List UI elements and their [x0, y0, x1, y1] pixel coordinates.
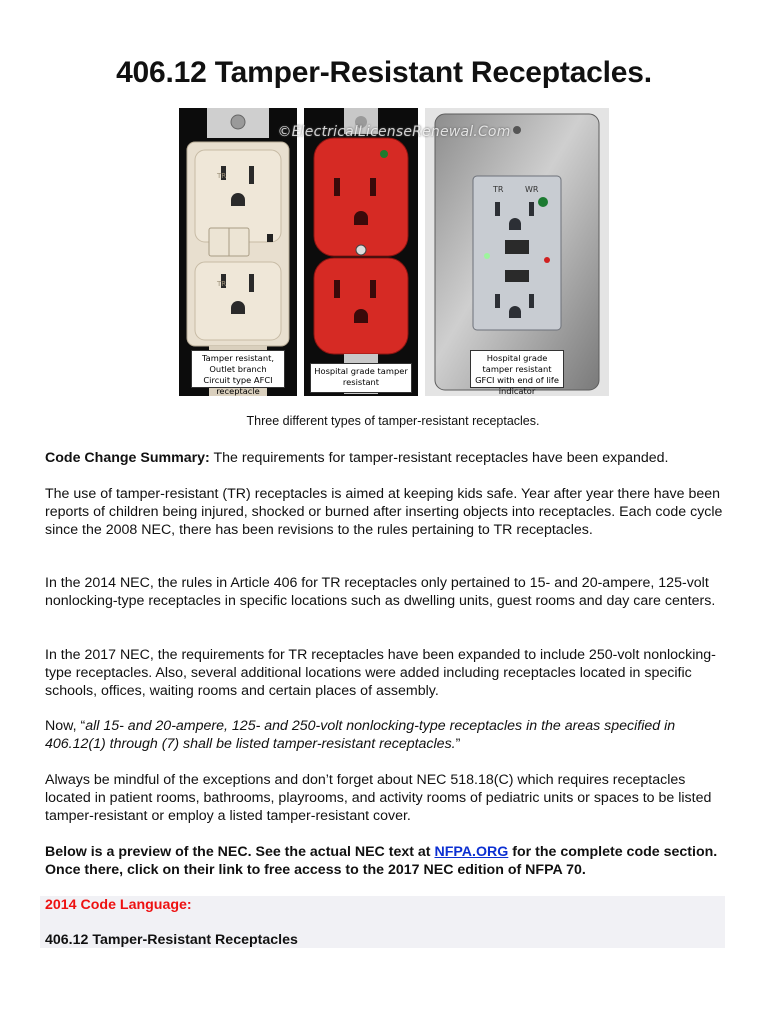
afci-receptacle-photo	[179, 108, 297, 396]
hospital-grade-receptacle-image	[304, 108, 418, 396]
hospital-grade-receptacle-photo	[304, 108, 418, 396]
nec-2017-paragraph: In the 2017 NEC, the requirements for TR receptacles have been expanded to include 250-volt nonlocking-type receptacles. Also, several additional locations were added including receptacles located in specific schools, offices, waiting rooms and certain places of assembly.	[45, 647, 716, 699]
callout-hospital-grade: Hospital grade tamper resistant	[310, 363, 412, 393]
code-section-title: 406.12 Tamper-Resistant Receptacles	[45, 932, 298, 948]
quote-paragraph	[45, 717, 735, 753]
copyright-watermark: ©ElectricalLicenseRenewal.Com	[277, 124, 511, 140]
summary-label: Code Change Summary:	[45, 450, 210, 466]
exceptions-paragraph: Always be mindful of the exceptions and don’t forget about NEC 518.18(C) which requires receptacles located in patient rooms, bathrooms, playrooms, and activity rooms of pediatric units or spaces to be listed tamper-resistant or employ a listed tamper-resistant cover.	[45, 772, 712, 824]
preview-text-before: Below is a preview of the NEC. See the actual NEC text at	[45, 844, 435, 860]
callout-afci: Tamper resistant, Outlet branch Circuit type AFCI receptacle	[191, 350, 285, 388]
nec-2014-paragraph: In the 2014 NEC, the rules in Article 406 for TR receptacles only pertained to 15- and 20-ampere, 125-volt nonlocking-type receptacles in specific locations such as dwelling units, guest rooms and day care centers.	[45, 575, 716, 609]
code-change-summary	[45, 449, 735, 467]
summary-text: The requirements for tamper-resistant receptacles have been expanded.	[209, 450, 669, 466]
tr-mark: TR	[217, 172, 227, 180]
quote-prefix: Now, “	[45, 718, 86, 734]
tr-mark: TR	[217, 280, 227, 288]
code-language-heading: 2014 Code Language:	[45, 897, 192, 913]
quote-text: all 15- and 20-ampere, 125- and 250-volt nonlocking-type receptacles in the areas specified in 406.12(1) through (7) shall be listed tamper-resistant receptacles.	[45, 718, 676, 752]
hospital-gfci-receptacle-photo	[425, 108, 609, 396]
quote-suffix: ”	[455, 736, 461, 752]
wr-mark: WR	[525, 185, 539, 194]
preview-text-after: for the complete code section. Once there, click on their link to free access to the 2017 NEC edition of NFPA 70.	[45, 844, 718, 878]
tr-mark: TR	[493, 185, 504, 194]
callout-hospital-gfci: Hospital grade tamper resistant GFCI with end of life indicator	[470, 350, 564, 388]
intro-paragraph: The use of tamper-resistant (TR) receptacles is aimed at keeping kids safe. Year after year there have been reports of children being injured, shocked or burned after inserting objects into receptacles. Each code cycle since the 2008 NEC, there has been revisions to the rules pertaining to TR receptacles.	[45, 486, 723, 538]
nec-preview-paragraph	[45, 843, 735, 879]
nfpa-link[interactable]: NFPA.ORG	[434, 844, 509, 860]
page-title: 406.12 Tamper-Resistant Receptacles.	[116, 56, 652, 89]
receptacle-photo-figure	[179, 108, 609, 396]
figure-caption: Three different types of tamper-resistant receptacles.	[246, 414, 540, 428]
